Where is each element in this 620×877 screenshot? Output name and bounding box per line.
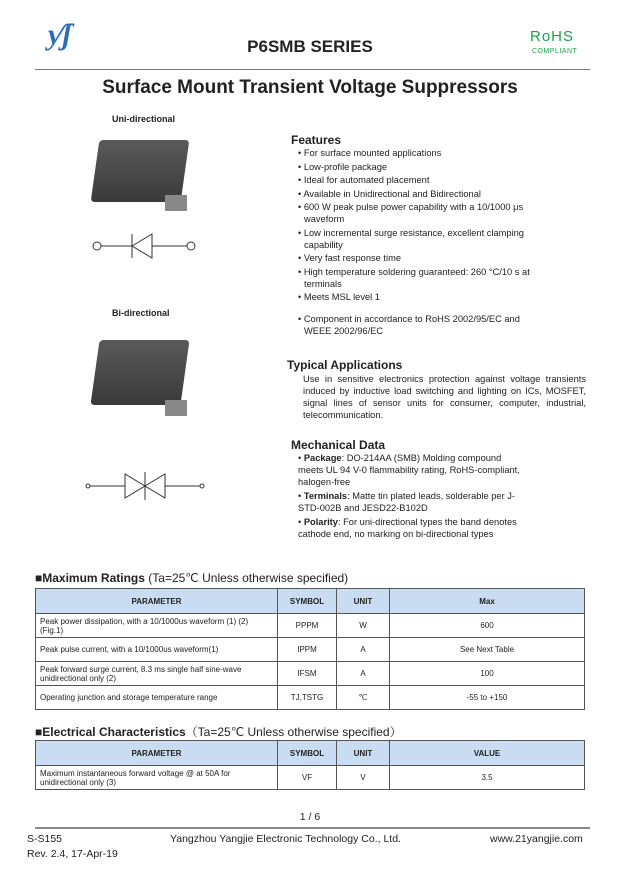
column-header: SYMBOL [278,741,337,766]
max-ratings-table [35,588,585,710]
cell-parameter: Operating junction and storage temperature range [36,686,278,710]
section-title: Maximum Ratings [42,571,145,585]
cell-parameter: Peak forward surge current, 8.3 ms single half sine-wave unidirectional only (2) [36,662,278,686]
feature-item: • Very fast response time [296,252,546,264]
feature-item: • Low incremental surge resistance, excellent clamping capability [296,227,546,251]
feature-item: • High temperature soldering guaranteed: 260 °C/10 s at terminals [296,266,546,290]
column-header: PARAMETER [36,589,278,614]
cell-parameter: Peak pulse current, with a 10/1000us waveform(1) [36,638,278,662]
feature-item: • For surface mounted applications [296,147,546,159]
mechanical-item: • Package: DO-214AA (SMB) Molding compound meets UL 94 V-0 flammability rating, RoHS-compliant, halogen-free [298,453,520,487]
rohs-compliant: COMPLIANT [532,48,578,55]
feature-item: • Component in accordance to RoHS 2002/95/EC and WEEE 2002/96/EC [296,313,546,337]
feature-item: • Low-profile package [296,161,546,173]
doc-number: S-S155 [27,833,63,845]
cell-unit: ℃ [337,686,390,710]
mechanical-item: • Polarity: For uni-directional types the band denotes cathode end, no marking on bi-directional types [298,517,517,539]
mechanical-heading: Mechanical Data [291,438,386,452]
item-label: Terminals [303,491,348,501]
feature-item: • Meets MSL level 1 [296,291,546,303]
mechanical-list [298,452,523,540]
table-row [36,686,585,710]
applications-heading: Typical Applications [287,358,403,372]
section-title: Electrical Characteristics [42,725,186,739]
item-text: : DO-214AA (SMB) Molding compound meets UL 94 V-0 flammability rating, RoHS-compliant, halogen-free [298,453,520,487]
cell-value: 100 [390,662,585,686]
header-divider [35,69,590,70]
features-heading: Features [291,133,342,147]
item-label: Polarity [303,517,338,527]
revision: Rev. 2.4, 17-Apr-19 [27,848,118,860]
bi-label: Bi-directional [112,308,170,318]
cell-symbol: VF [278,766,337,790]
item-label: Package [303,453,342,463]
unidirectional-diode-symbol-icon [92,230,202,262]
section-condition: （Ta=25℃ Unless otherwise specified） [185,725,402,739]
bi-package-image [95,340,190,420]
cell-parameter: Peak power dissipation, with a 10/1000us waveform (1) (2) (Fig.1) [36,614,278,638]
cell-symbol: PPPM [278,614,337,638]
item-text: : Matte tin plated leads, solderable per J-STD-002B and JESD22-B102D [298,491,516,513]
features-list [296,147,546,339]
table-row [36,662,585,686]
table-header-row [36,589,585,614]
company-name: Yangzhou Yangjie Electronic Technology Co., Ltd. [170,833,401,845]
uni-label: Uni-directional [112,114,176,124]
series-title: P6SMB SERIES [247,37,373,56]
feature-item: • Available in Unidirectional and Bidirectional [296,188,546,200]
cell-value: See Next Table [390,638,585,662]
feature-item: • 600 W peak pulse power capability with a 10/1000 μs waveform [296,201,546,225]
feature-item: • Ideal for automated placement [296,174,546,186]
column-header: VALUE [390,741,585,766]
uni-package-image [95,140,190,215]
footer-divider [35,827,590,829]
cell-value: 600 [390,614,585,638]
table-row [36,614,585,638]
section-condition: (Ta=25℃ Unless otherwise specified) [148,571,349,585]
column-header: UNIT [337,589,390,614]
column-header: Max [390,589,585,614]
column-header: UNIT [337,741,390,766]
website-link[interactable]: www.21yangjie.com [490,833,583,845]
table-row [36,766,585,790]
cell-unit: V [337,766,390,790]
electrical-table [35,740,585,790]
cell-unit: A [337,638,390,662]
page-title: Surface Mount Transient Voltage Suppressors [102,77,518,98]
table-row [36,638,585,662]
electrical-heading: ■Electrical Characteristics（Ta=25℃ Unless otherwise specified） [35,725,402,739]
applications-text: Use in sensitive electronics protection against voltage transients induced by inductive load switching and lighting on ICs, MOSFET, signal lines of sensor units for consumer, computer, industrial, telecommunication. [303,374,586,420]
column-header: SYMBOL [278,589,337,614]
cell-symbol: IPPM [278,638,337,662]
bidirectional-diode-symbol-icon [85,468,205,504]
cell-parameter: Maximum instantaneous forward voltage @ at 50A for unidirectional only (3) [36,766,278,790]
mechanical-item: • Terminals: Matte tin plated leads, solderable per J-STD-002B and JESD22-B102D [298,491,516,513]
cell-value: 3.5 [390,766,585,790]
cell-unit: W [337,614,390,638]
max-ratings-heading: ■Maximum Ratings (Ta=25℃ Unless otherwise specified) [35,571,349,585]
table-header-row [36,741,585,766]
cell-unit: A [337,662,390,686]
cell-value: -55 to +150 [390,686,585,710]
cell-symbol: IFSM [278,662,337,686]
cell-symbol: TJ,TSTG [278,686,337,710]
page-number: 1 / 6 [299,811,321,823]
company-logo: ƴʃ [48,18,72,51]
item-text: : For uni-directional types the band denotes cathode end, no marking on bi-directional types [298,517,517,539]
rohs-mark: RoHS [530,28,575,45]
column-header: PARAMETER [36,741,278,766]
